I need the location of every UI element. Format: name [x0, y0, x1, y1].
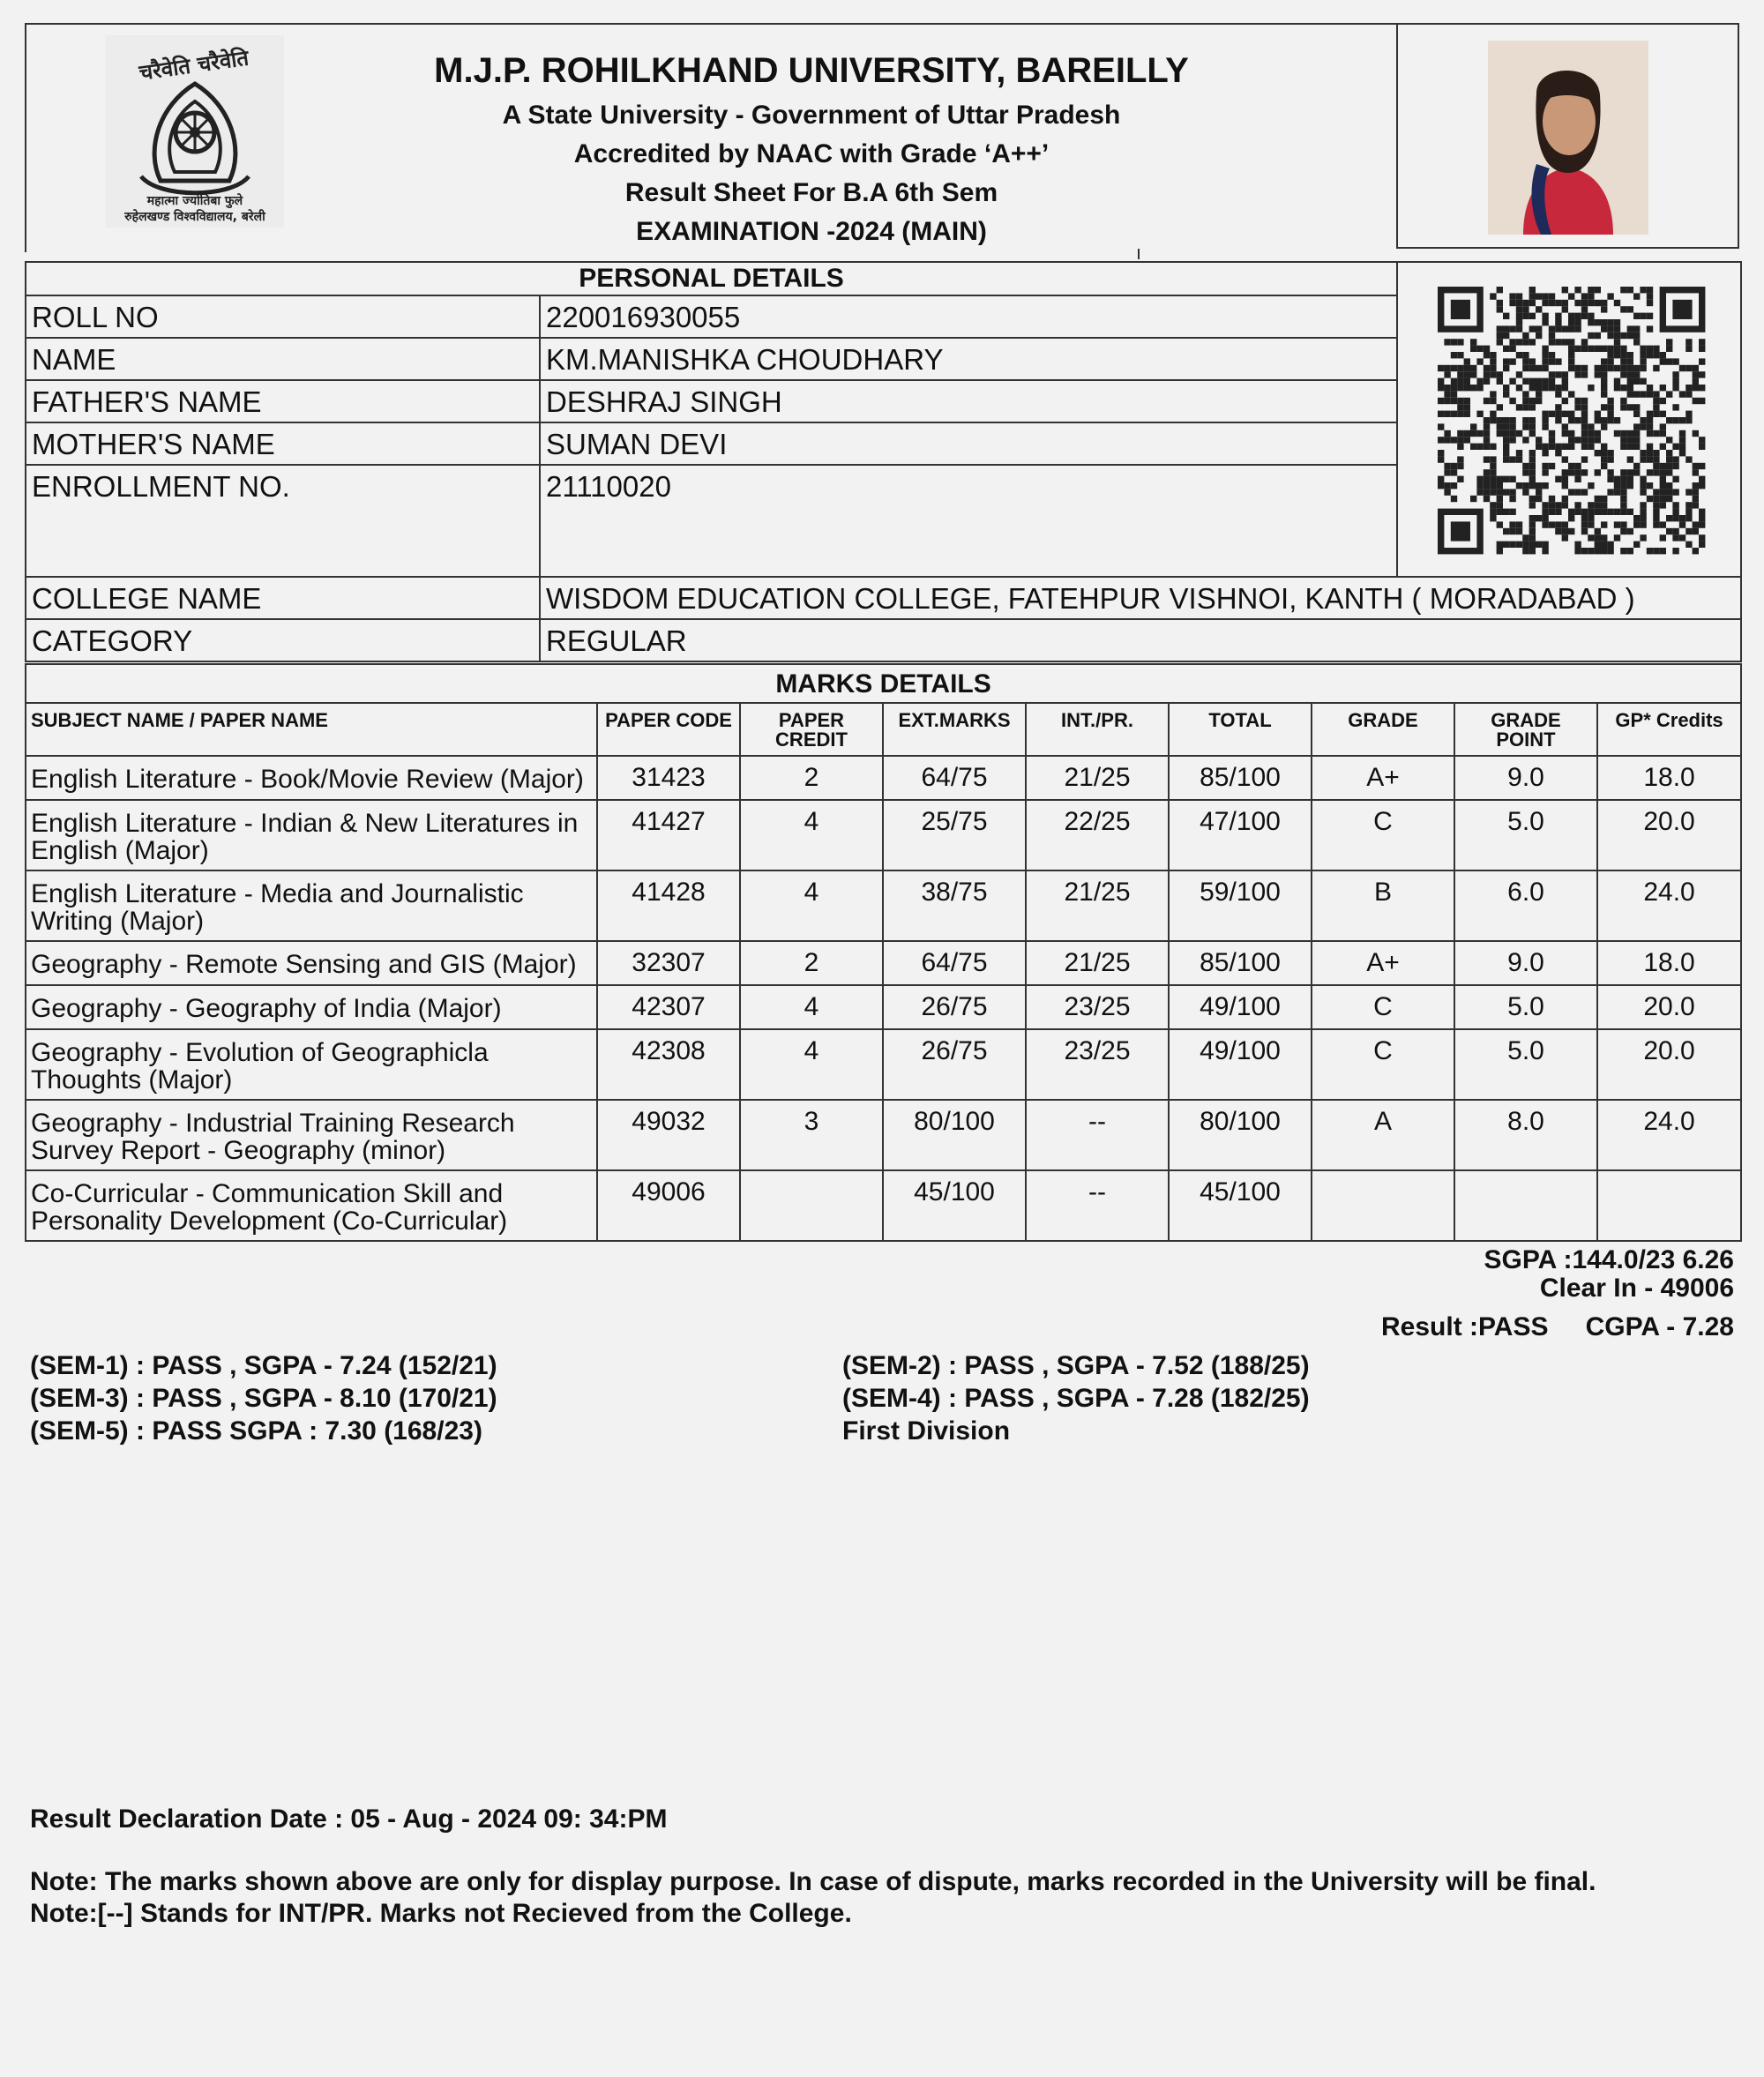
grade: C — [1312, 1029, 1454, 1100]
accreditation: Accredited by NAAC with Grade ‘A++’ — [573, 139, 1050, 168]
examination-title: EXAMINATION -2024 (MAIN) — [636, 217, 987, 246]
paper-credit: 4 — [740, 985, 883, 1029]
result-status: Result :PASS — [1381, 1312, 1549, 1341]
personal-details-table — [25, 261, 1742, 662]
col-int-pr: INT./PR. — [1026, 703, 1169, 756]
university-name: M.J.P. ROHILKHAND UNIVERSITY, BAREILLY — [434, 51, 1189, 90]
paper-code: 49032 — [597, 1100, 740, 1170]
enrollment-value: 21110020 — [540, 465, 1397, 577]
col-paper-code: PAPER CODE — [597, 703, 740, 756]
grade-point: 9.0 — [1454, 756, 1597, 800]
subject-name: English Literature - Book/Movie Review (Major) — [26, 756, 597, 800]
subject-name: English Literature - Indian & New Literatures in English (Major) — [26, 800, 597, 870]
grade: B — [1312, 870, 1454, 941]
table-row — [26, 985, 1741, 1029]
paper-credit: 2 — [740, 941, 883, 985]
student-photo-icon — [1488, 41, 1648, 235]
student-photo — [1488, 41, 1648, 235]
ext-marks: 64/75 — [883, 756, 1026, 800]
table-row — [26, 941, 1741, 985]
col-total: TOTAL — [1169, 703, 1312, 756]
grade: A — [1312, 1100, 1454, 1170]
total-marks: 47/100 — [1169, 800, 1312, 870]
grade-point: 5.0 — [1454, 1029, 1597, 1100]
gp-credits: 18.0 — [1597, 756, 1741, 800]
paper-code: 42307 — [597, 985, 740, 1029]
university-logo — [106, 35, 284, 228]
category-value: REGULAR — [540, 619, 1741, 661]
sem1-result: (SEM-1) : PASS , SGPA - 7.24 (152/21) — [30, 1351, 497, 1380]
personal-details-title: PERSONAL DETAILS — [26, 262, 1397, 295]
col-subject: SUBJECT NAME / PAPER NAME — [26, 703, 597, 756]
gp-credits: 24.0 — [1597, 1100, 1741, 1170]
table-row — [26, 1170, 1741, 1241]
father-name-label: FATHER'S NAME — [26, 380, 540, 422]
college-name-label: COLLEGE NAME — [26, 577, 540, 619]
grade-point: 8.0 — [1454, 1100, 1597, 1170]
sem3-result: (SEM-3) : PASS , SGPA - 8.10 (170/21) — [30, 1384, 497, 1413]
ext-marks: 45/100 — [883, 1170, 1026, 1241]
ext-marks: 25/75 — [883, 800, 1026, 870]
paper-code: 49006 — [597, 1170, 740, 1241]
paper-credit: 2 — [740, 756, 883, 800]
grade-point — [1454, 1170, 1597, 1241]
gp-credits: 18.0 — [1597, 941, 1741, 985]
subject-name: Geography - Geography of India (Major) — [26, 985, 597, 1029]
paper-code: 42308 — [597, 1029, 740, 1100]
sem2-result: (SEM-2) : PASS , SGPA - 7.52 (188/25) — [842, 1351, 1310, 1380]
mother-name-value: SUMAN DEVI — [540, 422, 1397, 465]
enrollment-label: ENROLLMENT NO. — [26, 465, 540, 577]
grade-point: 9.0 — [1454, 941, 1597, 985]
paper-code: 41428 — [597, 870, 740, 941]
grade — [1312, 1170, 1454, 1241]
gp-credits: 20.0 — [1597, 985, 1741, 1029]
ext-marks: 38/75 — [883, 870, 1026, 941]
gp-credits: 20.0 — [1597, 800, 1741, 870]
name-label: NAME — [26, 338, 540, 380]
total-marks: 85/100 — [1169, 941, 1312, 985]
roll-no-value: 220016930055 — [540, 295, 1397, 338]
col-paper-credit: PAPER CREDIT — [740, 703, 883, 756]
ext-marks: 26/75 — [883, 985, 1026, 1029]
grade: C — [1312, 985, 1454, 1029]
total-marks: 49/100 — [1169, 985, 1312, 1029]
grade-point: 5.0 — [1454, 800, 1597, 870]
int-marks: -- — [1026, 1170, 1169, 1241]
clear-in: Clear In - 49006 — [1539, 1274, 1734, 1303]
int-marks: 22/25 — [1026, 800, 1169, 870]
division: First Division — [842, 1416, 1011, 1446]
subject-name: Geography - Remote Sensing and GIS (Major) — [26, 941, 597, 985]
paper-credit: 3 — [740, 1100, 883, 1170]
table-row — [26, 577, 1741, 619]
university-emblem-icon — [106, 35, 284, 228]
paper-code: 31423 — [597, 756, 740, 800]
ext-marks: 64/75 — [883, 941, 1026, 985]
int-marks: 21/25 — [1026, 756, 1169, 800]
table-row — [26, 1100, 1741, 1170]
ext-marks: 80/100 — [883, 1100, 1026, 1170]
total-marks: 45/100 — [1169, 1170, 1312, 1241]
cgpa: CGPA - 7.28 — [1585, 1312, 1734, 1341]
table-row — [26, 619, 1741, 661]
grade-point: 5.0 — [1454, 985, 1597, 1029]
sheet-title: Result Sheet For B.A 6th Sem — [624, 178, 998, 207]
grade-point: 6.0 — [1454, 870, 1597, 941]
subject-name: Co-Curricular - Communication Skill and Personality Development (Co-Curricular) — [26, 1170, 597, 1241]
sem5-result: (SEM-5) : PASS SGPA : 7.30 (168/23) — [30, 1416, 482, 1446]
int-marks: -- — [1026, 1100, 1169, 1170]
university-subtitle: A State University - Government of Uttar Pradesh — [502, 101, 1121, 130]
marks-details-title: MARKS DETAILS — [26, 664, 1741, 703]
note-int-pr: Note:[--] Stands for INT/PR. Marks not Recieved from the College. — [30, 1899, 852, 1928]
ext-marks: 26/75 — [883, 1029, 1026, 1100]
logo-text-bottom-1: महात्मा ज्योतिबा फुले — [146, 194, 243, 208]
int-marks: 21/25 — [1026, 941, 1169, 985]
sgpa-summary: SGPA :144.0/23 6.26 — [1484, 1245, 1734, 1274]
grade: A+ — [1312, 941, 1454, 985]
mother-name-label: MOTHER'S NAME — [26, 422, 540, 465]
gp-credits: 24.0 — [1597, 870, 1741, 941]
subject-name: English Literature - Media and Journalistic Writing (Major) — [26, 870, 597, 941]
gp-credits: 20.0 — [1597, 1029, 1741, 1100]
logo-text-bottom-2: रुहेलखण्ड विश्वविद्यालय, बरेली — [124, 210, 265, 224]
paper-credit: 4 — [740, 1029, 883, 1100]
col-ext-marks: EXT.MARKS — [883, 703, 1026, 756]
int-marks: 23/25 — [1026, 1029, 1169, 1100]
int-marks: 23/25 — [1026, 985, 1169, 1029]
total-marks: 80/100 — [1169, 1100, 1312, 1170]
paper-credit: 4 — [740, 870, 883, 941]
name-value: KM.MANISHKA CHOUDHARY — [540, 338, 1397, 380]
paper-code: 41427 — [597, 800, 740, 870]
gp-credits — [1597, 1170, 1741, 1241]
grade: C — [1312, 800, 1454, 870]
paper-credit: 4 — [740, 800, 883, 870]
marks-details-table — [25, 663, 1742, 1242]
table-row — [26, 800, 1741, 870]
total-marks: 85/100 — [1169, 756, 1312, 800]
subject-name: Geography - Industrial Training Research Survey Report - Geography (minor) — [26, 1100, 597, 1170]
category-label: CATEGORY — [26, 619, 540, 661]
declaration-date: Result Declaration Date : 05 - Aug - 2024 09: 34:PM — [30, 1804, 668, 1834]
col-grade-point: GRADE POINT — [1454, 703, 1597, 756]
paper-code: 32307 — [597, 941, 740, 985]
table-row — [26, 756, 1741, 800]
table-row — [26, 870, 1741, 941]
qr-cell — [1397, 262, 1741, 577]
subject-name: Geography - Evolution of Geographicla Thoughts (Major) — [26, 1029, 597, 1100]
logo-text-top: चरैवेति चरैवेति — [138, 45, 250, 86]
int-marks: 21/25 — [1026, 870, 1169, 941]
grade: A+ — [1312, 756, 1454, 800]
total-marks: 49/100 — [1169, 1029, 1312, 1100]
roll-no-label: ROLL NO — [26, 295, 540, 338]
paper-credit — [740, 1170, 883, 1241]
total-marks: 59/100 — [1169, 870, 1312, 941]
col-gp-credits: GP* Credits — [1597, 703, 1741, 756]
header-tick — [1138, 249, 1140, 259]
table-row — [26, 1029, 1741, 1100]
marks-header-row — [26, 703, 1741, 756]
sem4-result: (SEM-4) : PASS , SGPA - 7.28 (182/25) — [842, 1384, 1310, 1413]
note-display-purpose: Note: The marks shown above are only for display purpose. In case of dispute, marks recorded in the University will be final. — [30, 1867, 1596, 1896]
college-name-value: WISDOM EDUCATION COLLEGE, FATEHPUR VISHNOI, KANTH ( MORADABAD ) — [540, 577, 1741, 619]
father-name-value: DESHRAJ SINGH — [540, 380, 1397, 422]
col-grade: GRADE — [1312, 703, 1454, 756]
